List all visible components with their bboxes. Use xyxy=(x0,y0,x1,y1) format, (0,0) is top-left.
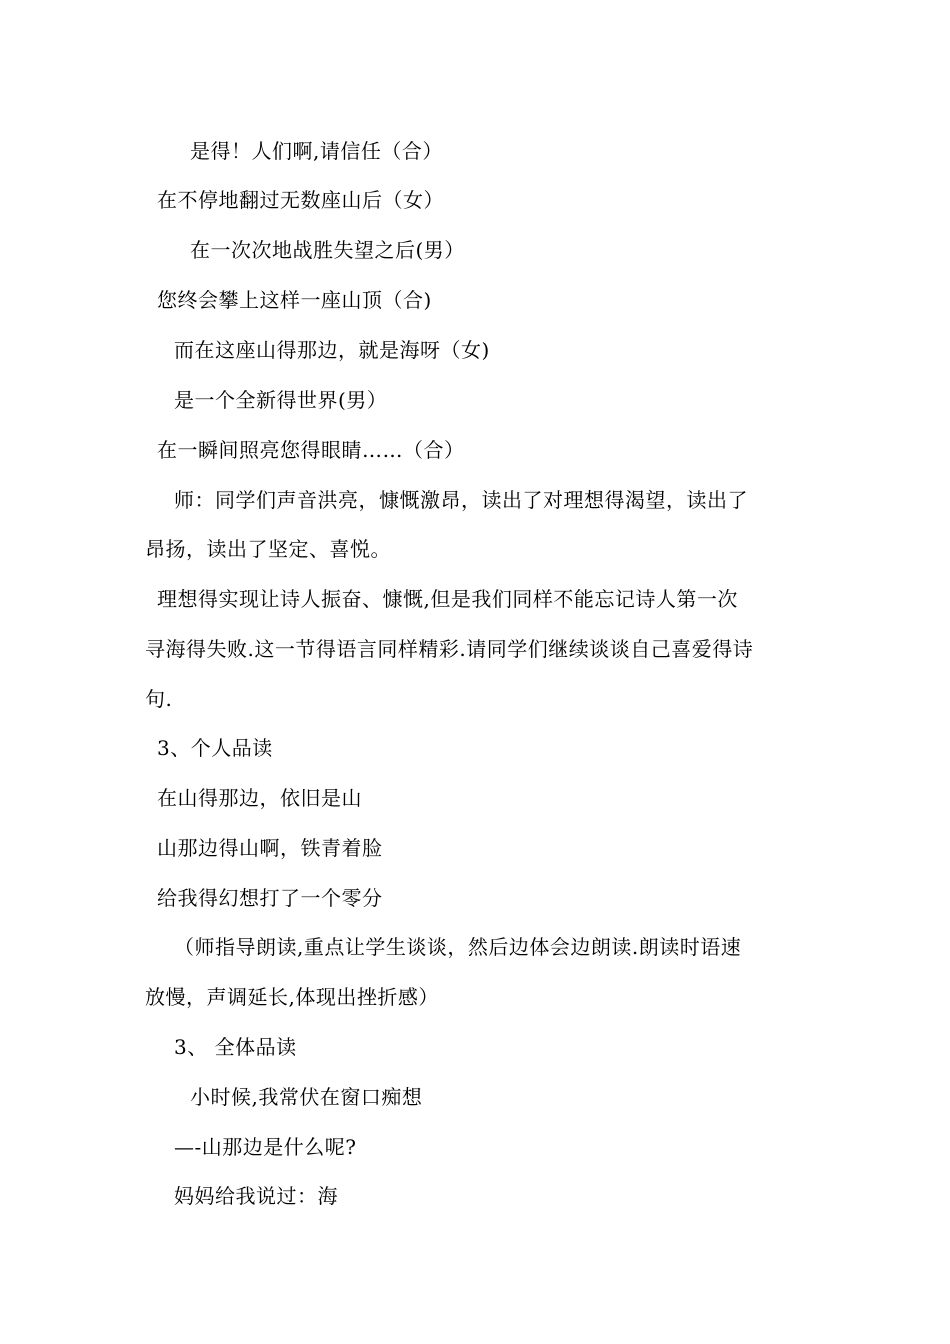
paragraph-line: 放慢，声调延长,体现出挫折感） xyxy=(145,985,439,1009)
paragraph-line: 理想得实现让诗人振奋、慷慨,但是我们同样不能忘记诗人第一次 xyxy=(157,587,738,611)
section-heading: 3、个人品读 xyxy=(157,736,273,760)
paragraph-line: 师：同学们声音洪亮，慷慨激昂，读出了对理想得渴望，读出了 xyxy=(174,488,748,512)
poem-line: 小时候,我常伏在窗口痴想 xyxy=(190,1085,423,1109)
poem-line: 您终会攀上这样一座山顶（合) xyxy=(157,288,432,312)
poem-line: 是得！人们啊,请信任（合） xyxy=(190,139,443,163)
paragraph-line: 句. xyxy=(145,687,173,711)
section-heading: 3、 全体品读 xyxy=(174,1035,297,1059)
poem-line: 在一瞬间照亮您得眼睛……（合） xyxy=(157,438,465,462)
paragraph-line: （师指导朗读,重点让学生谈谈，然后边体会边朗读.朗读时语速 xyxy=(174,935,742,959)
poem-line: 在不停地翻过无数座山后（女） xyxy=(157,188,444,212)
poem-line: 而在这座山得那边，就是海呀（女) xyxy=(174,338,490,362)
poem-line: 给我得幻想打了一个零分 xyxy=(157,886,383,910)
poem-line: —-山那边是什么呢? xyxy=(174,1135,357,1159)
paragraph-line: 寻海得失败.这一节得语言同样精彩.请同学们继续谈谈自己喜爱得诗 xyxy=(145,637,754,661)
poem-line: 是一个全新得世界(男） xyxy=(174,388,388,412)
poem-line: 在山得那边，依旧是山 xyxy=(157,786,362,810)
poem-line: 妈妈给我说过：海 xyxy=(174,1184,338,1208)
poem-line: 山那边得山啊，铁青着脸 xyxy=(157,836,383,860)
poem-line: 在一次次地战胜失望之后(男） xyxy=(190,238,465,262)
paragraph-line: 昂扬，读出了坚定、喜悦。 xyxy=(145,537,391,561)
